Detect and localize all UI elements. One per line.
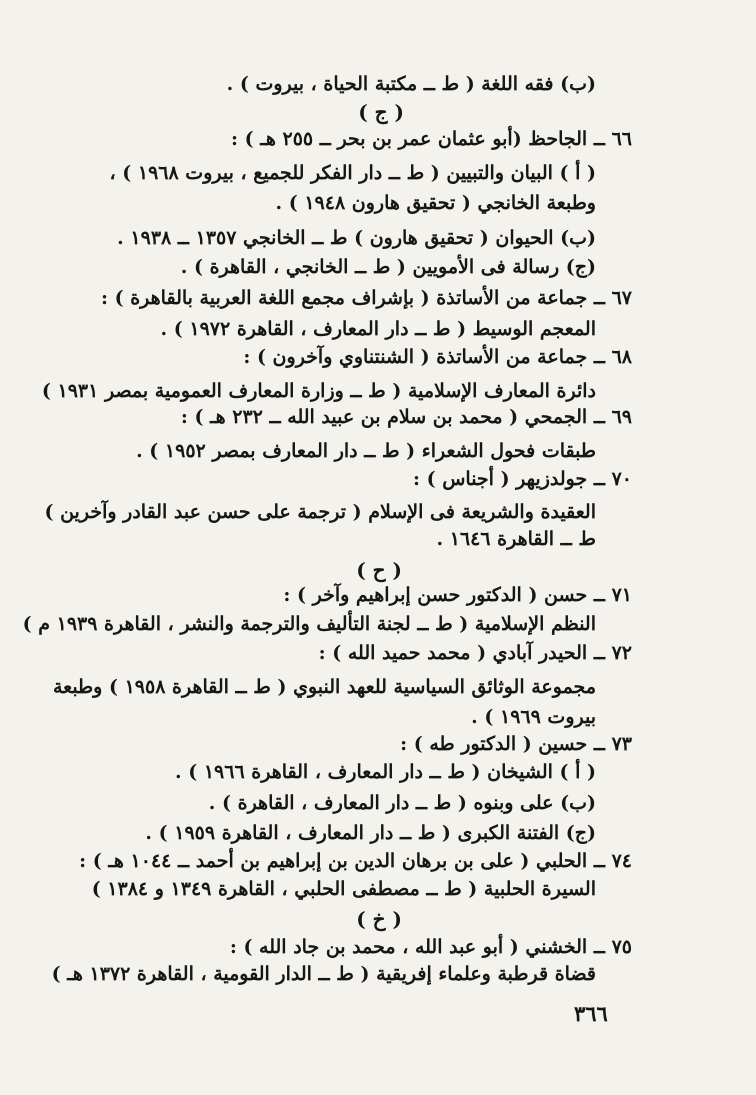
entry-subitem: النظم الإسلامية ( ط ــ لجنة التأليف والترجمة والنشر ، القاهرة ١٩٣٩ م ) bbox=[22, 613, 596, 635]
entry-subitem: العقيدة والشريعة فى الإسلام ( ترجمة على حسن عبد القادر وآخرين ) bbox=[44, 501, 596, 523]
page-number: ٣٦٦ bbox=[574, 1001, 608, 1026]
entry-subitem: (ج) رسالة فى الأمويين ( ط ــ الخانجي ، القاهرة ) . bbox=[180, 256, 596, 278]
entry-subitem: (ب) على وبنوه ( ط ــ دار المعارف ، القاهرة ) . bbox=[208, 792, 596, 814]
section-letter-hah: ( ح ) bbox=[356, 558, 402, 582]
entry-subitem: (ب) الحيوان ( تحقيق هارون ) ط ــ الخانجي ١٣٥٧ ــ ١٩٣٨ . bbox=[117, 227, 596, 249]
entry-subitem: السيرة الحلبية ( ط ــ مصطفى الحلبي ، القاهرة ١٣٤٩ و ١٣٨٤ ) bbox=[91, 878, 596, 900]
entry-heading-67: ٦٧ ــ جماعة من الأساتذة ( بإشراف مجمع اللغة العربية بالقاهرة ) : bbox=[100, 287, 632, 309]
section-letter-khah: ( خ ) bbox=[356, 907, 402, 931]
entry-subitem: دائرة المعارف الإسلامية ( ط ــ وزارة المعارف العمومية بمصر ١٩٣١ ) bbox=[41, 380, 596, 402]
entry-subitem: المعجم الوسيط ( ط ــ دار المعارف ، القاهرة ١٩٧٢ ) . bbox=[160, 318, 596, 340]
entry-heading-74: ٧٤ ــ الحلبي ( على بن برهان الدين بن إبراهيم بن أحمد ــ ١٠٤٤ هـ ) : bbox=[79, 850, 632, 872]
entry-heading-71: ٧١ ــ حسن ( الدكتور حسن إبراهيم وآخر ) : bbox=[283, 584, 632, 606]
entry-subitem: قضاة قرطبة وعلماء إفريقية ( ط ــ الدار القومية ، القاهرة ١٣٧٢ هـ ) bbox=[51, 963, 596, 985]
entry-heading-66: ٦٦ ــ الجاحظ (أبو عثمان عمر بن بحر ــ ٢٥٥ هـ ) : bbox=[231, 128, 632, 150]
entry-subitem: ( أ ) البيان والتبيين ( ط ــ دار الفكر للجميع ، بيروت ١٩٦٨ ) ، bbox=[109, 162, 596, 184]
entry-subitem: طبقات فحول الشعراء ( ط ــ دار المعارف بمصر ١٩٥٢ ) . bbox=[136, 440, 596, 462]
entry-heading-72: ٧٢ ــ الحيدر آبادي ( محمد حميد الله ) : bbox=[318, 642, 632, 664]
entry-subitem: (ب) فقه اللغة ( ط ــ مكتبة الحياة ، بيروت ) . bbox=[226, 73, 596, 95]
entry-heading-70: ٧٠ ــ جولدزيهر ( أجناس ) : bbox=[412, 468, 632, 490]
entry-subitem: ( أ ) الشيخان ( ط ــ دار المعارف ، القاهرة ١٩٦٦ ) . bbox=[175, 761, 596, 783]
entry-heading-68: ٦٨ ــ جماعة من الأساتذة ( الشنتناوي وآخرون ) : bbox=[243, 346, 632, 368]
entry-heading-69: ٦٩ ــ الجمحي ( محمد بن سلام بن عبيد الله ــ ٢٣٢ هـ ) : bbox=[180, 406, 632, 428]
entry-heading-73: ٧٣ ــ حسين ( الدكتور طه ) : bbox=[400, 733, 632, 755]
entry-subitem: (ج) الفتنة الكبرى ( ط ــ دار المعارف ، القاهرة ١٩٥٩ ) . bbox=[145, 822, 596, 844]
entry-subitem: بيروت ١٩٦٩ ) . bbox=[471, 706, 596, 728]
entry-subitem: وطبعة الخانجي ( تحقيق هارون ١٩٤٨ ) . bbox=[275, 192, 596, 214]
section-letter-jeem: ( ج ) bbox=[358, 100, 404, 124]
entry-heading-75: ٧٥ ــ الخشني ( أبو عبد الله ، محمد بن جاد الله ) : bbox=[229, 936, 632, 958]
entry-subitem: ط ــ القاهرة ١٦٤٦ . bbox=[436, 528, 596, 550]
entry-subitem: مجموعة الوثائق السياسية للعهد النبوي ( ط ــ القاهرة ١٩٥٨ ) وطبعة bbox=[52, 676, 596, 698]
